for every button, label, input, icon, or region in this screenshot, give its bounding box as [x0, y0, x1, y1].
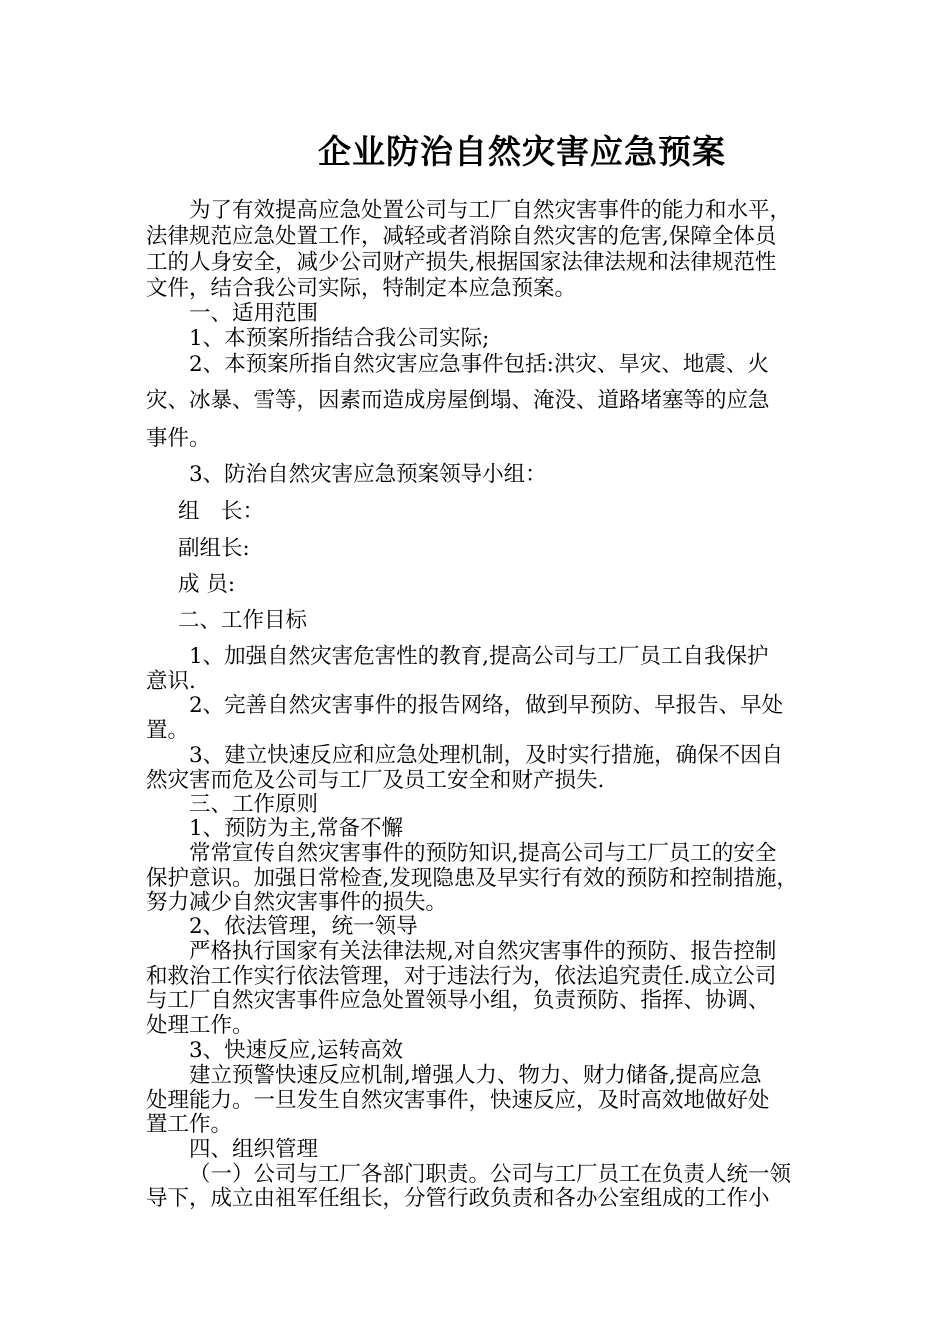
paragraph-line: 文件，结合我公司实际，特制定本应急预案。 — [146, 276, 577, 301]
paragraph-line: 为了有效提高应急处置公司与工厂自然灾害事件的能力和水平， — [189, 198, 792, 223]
paragraph-line: （一）公司与工厂各部门职责。公司与工厂员工在负责人统一领 — [189, 1162, 792, 1187]
paragraph-line: 灾、冰暴、雪等，因素而造成房屋倒塌、淹没、道路堵塞等的应急 — [146, 388, 770, 413]
paragraph-line: 严格执行国家有关法律法规,对自然灾害事件的预防、报告控制 — [189, 939, 777, 964]
group-leader-line: 组 长： — [178, 499, 265, 524]
members-line: 成 员: — [178, 572, 236, 597]
section-heading: 三、工作原则 — [189, 792, 319, 817]
paragraph-line: 1、预防为主,常备不懈 — [189, 816, 404, 841]
section-heading: 四、组织管理 — [189, 1137, 319, 1162]
document-title: 企业防治自然灾害应急预案 — [318, 132, 726, 171]
section-heading: 二、工作目标 — [178, 608, 308, 633]
paragraph-line: 2、依法管理，统一领导 — [189, 914, 418, 939]
paragraph-line: 1、加强自然灾害危害性的教育,提高公司与工厂员工自我保护 — [189, 644, 769, 669]
paragraph-line: 2、完善自然灾害事件的报告网络，做到早预防、早报告、早处 — [189, 693, 784, 718]
deputy-leader-line: 副组长: — [178, 536, 250, 561]
paragraph-line: 3、快速反应,运转高效 — [189, 1038, 404, 1063]
paragraph-line: 法律规范应急处置工作，减轻或者消除自然灾害的危害,保障全体员 — [146, 224, 777, 249]
paragraph-line: 然灾害而危及公司与工厂及员工安全和财产损失. — [146, 768, 605, 793]
paragraph-line: 导下，成立由祖军任组长，分管行政负责和各办公室组成的工作小 — [146, 1186, 770, 1211]
paragraph-line: 2、本预案所指自然灾害应急事件包括:洪灾、旱灾、地震、火 — [189, 352, 769, 377]
paragraph-line: 事件。 — [146, 426, 211, 451]
paragraph-line: 1、本预案所指结合我公司实际; — [189, 326, 490, 351]
paragraph-line: 努力减少自然灾害事件的损失。 — [146, 890, 448, 915]
paragraph-line: 工的人身安全，减少公司财产损失,根据国家法律法规和法律规范性 — [146, 250, 777, 275]
paragraph-line: 处理能力。一旦发生自然灾害事件，快速反应，及时高效地做好处 — [146, 1088, 770, 1113]
paragraph-line: 置。 — [146, 718, 190, 743]
paragraph-line: 与工厂自然灾害事件应急处置领导小组，负责预防、指挥、协调、 — [146, 988, 770, 1013]
paragraph-line: 常常宣传自然灾害事件的预防知识,提高公司与工厂员工的安全 — [189, 841, 777, 866]
paragraph-line: 处理工作。 — [146, 1013, 254, 1038]
paragraph-line: 意识. — [146, 669, 196, 694]
paragraph-line: 置工作。 — [146, 1112, 233, 1137]
section-heading: 一、适用范围 — [189, 301, 319, 326]
paragraph-line: 3、防治自然灾害应急预案领导小组： — [189, 462, 547, 487]
paragraph-line: 和救治工作实行依法管理，对于违法行为，依法追究责任.成立公司 — [146, 964, 777, 989]
paragraph-line: 建立预警快速反应机制,增强人力、物力、财力储备,提高应急 — [189, 1063, 762, 1088]
paragraph-line: 保护意识。加强日常检查,发现隐患及早实行有效的预防和控制措施， — [146, 866, 798, 891]
paragraph-line: 3、建立快速反应和应急处理机制，及时实行措施，确保不因自 — [189, 743, 784, 768]
